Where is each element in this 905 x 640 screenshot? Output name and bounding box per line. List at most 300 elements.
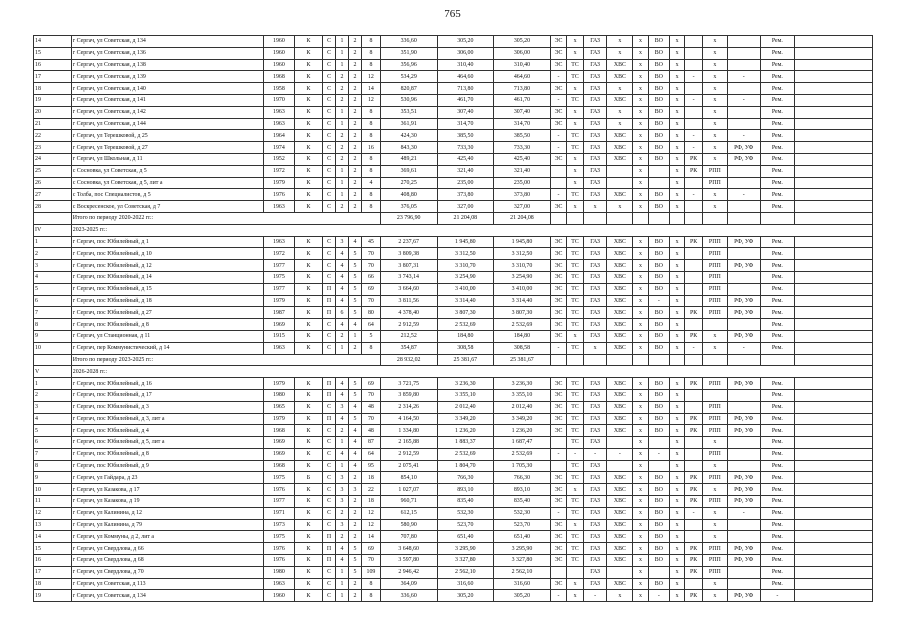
table-cell: 4	[336, 260, 349, 272]
table-cell: 1	[336, 460, 349, 472]
address-cell: г Сергач, пос Юбилейный, д 18	[71, 295, 263, 307]
table-cell: ГАЗ	[583, 165, 607, 177]
table-cell: С	[323, 236, 336, 248]
table-cell	[567, 566, 584, 578]
table-cell: х	[702, 201, 727, 213]
table-cell: 530,96	[380, 94, 437, 106]
table-cell: 1 883,37	[437, 437, 494, 449]
table-cell: х	[633, 543, 648, 555]
table-cell: РК	[685, 165, 703, 177]
table-row	[34, 578, 873, 590]
table-cell: 369,61	[380, 165, 437, 177]
table-cell: 3 743,14	[380, 271, 437, 283]
table-cell: 461,70	[494, 94, 551, 106]
table-cell	[685, 519, 703, 531]
table-cell: ХВС	[607, 555, 633, 567]
address-cell: г Сергач, ул Советская, д 113	[71, 578, 263, 590]
table-cell	[685, 118, 703, 130]
address-cell: с Воскресенское, ул Советская, д 7	[71, 201, 263, 213]
table-cell: 3 809,38	[380, 248, 437, 260]
table-cell: ВО	[648, 283, 669, 295]
table-cell: 1969	[264, 437, 295, 449]
table-cell	[685, 295, 703, 307]
table-cell: Рем.	[760, 118, 794, 130]
table-cell: РК	[685, 590, 703, 602]
table-cell: К	[294, 236, 322, 248]
table-cell: 70	[361, 260, 380, 272]
table-cell: Рем.	[760, 472, 794, 484]
table-cell: х	[702, 507, 727, 519]
table-cell: 1975	[264, 271, 295, 283]
table-cell: 2	[349, 94, 362, 106]
table-cell: ХВС	[607, 330, 633, 342]
table-cell: ВО	[648, 271, 669, 283]
table-cell: х	[567, 83, 584, 95]
address-cell: г Сергач, ул Станционная, д 11	[71, 330, 263, 342]
table-cell: ЭС	[550, 531, 567, 543]
table-cell: ГАЗ	[583, 401, 607, 413]
table-cell: ВО	[648, 201, 669, 213]
table-cell: -	[685, 342, 703, 354]
table-cell: РФ, УФ	[727, 260, 760, 272]
table-cell: 1	[336, 437, 349, 449]
table-cell: 14	[361, 531, 380, 543]
table-cell: ХВС	[607, 413, 633, 425]
table-cell: 1972	[264, 165, 295, 177]
table-cell: ЭС	[550, 496, 567, 508]
table-cell: 1	[336, 590, 349, 602]
table-cell: Рем.	[760, 295, 794, 307]
table-cell: 14	[34, 531, 72, 543]
table-cell	[685, 83, 703, 95]
table-cell: Рем.	[760, 389, 794, 401]
table-cell: 306,00	[437, 47, 494, 59]
table-cell	[685, 59, 703, 71]
table-cell: 2 562,10	[437, 566, 494, 578]
table-cell: ЭС	[550, 401, 567, 413]
table-row	[34, 47, 873, 59]
table-cell: ВО	[648, 507, 669, 519]
table-cell	[685, 36, 703, 48]
table-cell	[727, 118, 760, 130]
table-cell: Рем.	[760, 236, 794, 248]
table-row	[34, 543, 873, 555]
table-cell: К	[294, 590, 322, 602]
table-cell: х	[633, 555, 648, 567]
table-cell: ВО	[648, 555, 669, 567]
table-cell: ТС	[567, 437, 584, 449]
table-cell	[685, 531, 703, 543]
table-cell: 766,30	[494, 472, 551, 484]
table-cell: 3 254,90	[494, 271, 551, 283]
table-cell: К	[294, 460, 322, 472]
table-cell: Рем.	[760, 555, 794, 567]
table-cell: ВО	[648, 142, 669, 154]
table-cell: С	[323, 177, 336, 189]
table-cell: 6	[34, 437, 72, 449]
table-cell: 5	[349, 271, 362, 283]
table-cell: С	[323, 130, 336, 142]
table-cell: х	[669, 413, 684, 425]
table-cell: -	[760, 590, 794, 602]
table-cell: П	[323, 295, 336, 307]
table-cell: 12	[34, 507, 72, 519]
empty-cell	[794, 106, 872, 118]
table-cell: 3	[336, 401, 349, 413]
table-cell: 2	[349, 189, 362, 201]
table-cell: х	[702, 71, 727, 83]
table-cell: ТС	[567, 507, 584, 519]
address-cell: г Сергач, ул Советская, д 138	[71, 59, 263, 71]
table-cell: ХВС	[607, 236, 633, 248]
table-row	[34, 566, 873, 578]
table-cell: -	[727, 71, 760, 83]
table-row	[34, 555, 873, 567]
table-cell: РК	[685, 425, 703, 437]
table-cell: х	[607, 118, 633, 130]
table-cell: 3 312,50	[494, 248, 551, 260]
table-row	[34, 71, 873, 83]
table-cell: ВО	[648, 578, 669, 590]
table-cell: РК	[685, 472, 703, 484]
empty-cell	[794, 47, 872, 59]
empty-cell	[794, 330, 872, 342]
table-cell: ВО	[648, 531, 669, 543]
table-row	[34, 448, 873, 460]
table-cell: х	[567, 106, 584, 118]
table-cell: 305,20	[437, 36, 494, 48]
table-cell: х	[567, 118, 584, 130]
table-cell: ЭС	[550, 378, 567, 390]
table-cell: 2	[336, 130, 349, 142]
table-row	[34, 342, 873, 354]
table-cell: х	[633, 307, 648, 319]
table-cell: С	[323, 460, 336, 472]
address-cell: с Сосновка, ул Советская, д 5	[71, 165, 263, 177]
table-cell: 713,80	[494, 83, 551, 95]
table-cell: ВО	[648, 307, 669, 319]
table-cell: ТС	[567, 236, 584, 248]
table-cell	[727, 177, 760, 189]
table-cell: -	[648, 448, 669, 460]
empty-cell	[794, 389, 872, 401]
table-cell: 1960	[264, 590, 295, 602]
table-cell: 3 254,90	[437, 271, 494, 283]
table-cell: 2	[349, 36, 362, 48]
table-cell: 10	[34, 342, 72, 354]
table-cell: -	[550, 94, 567, 106]
table-cell: ЭС	[550, 83, 567, 95]
table-cell: Рем.	[760, 578, 794, 590]
table-cell: 1963	[264, 106, 295, 118]
table-cell: 109	[361, 566, 380, 578]
table-cell: 3 349,20	[437, 413, 494, 425]
table-cell: РФ, УФ	[727, 295, 760, 307]
table-cell: 64	[361, 319, 380, 331]
table-cell: 70	[361, 295, 380, 307]
table-cell: ГАЗ	[583, 260, 607, 272]
table-cell: 3 236,30	[437, 378, 494, 390]
table-cell: ГАЗ	[583, 47, 607, 59]
table-cell: 1979	[264, 413, 295, 425]
table-cell: К	[294, 71, 322, 83]
address-cell: г Сергач, пос Юбилейный, д 4	[71, 425, 263, 437]
table-cell: 3	[336, 484, 349, 496]
table-cell: 1977	[264, 283, 295, 295]
table-cell: х	[633, 496, 648, 508]
subtotal-row	[34, 354, 873, 366]
empty-cell	[550, 212, 567, 224]
table-cell: ВО	[648, 71, 669, 83]
table-cell: ВО	[648, 389, 669, 401]
table-cell: х	[633, 519, 648, 531]
table-cell: К	[294, 130, 322, 142]
table-cell: 1963	[264, 118, 295, 130]
table-cell: 373,80	[437, 189, 494, 201]
table-cell: ЭС	[550, 519, 567, 531]
table-cell: х	[669, 590, 684, 602]
table-cell: К	[294, 413, 322, 425]
table-cell: х	[669, 59, 684, 71]
table-cell: 66	[361, 271, 380, 283]
table-cell: ТС	[567, 130, 584, 142]
table-cell: 212,52	[380, 330, 437, 342]
empty-cell	[794, 295, 872, 307]
empty-cell	[669, 212, 684, 224]
table-cell: ГАЗ	[583, 378, 607, 390]
address-cell: г Сергач, пос Юбилейный, д 16	[71, 378, 263, 390]
table-cell: х	[702, 437, 727, 449]
table-cell: 361,91	[380, 118, 437, 130]
table-cell: ХВС	[607, 507, 633, 519]
table-cell: х	[669, 94, 684, 106]
table-cell	[550, 460, 567, 472]
table-cell: 14	[361, 83, 380, 95]
address-cell: г Сергач, ул Казакова, д 19	[71, 496, 263, 508]
table-cell: 3 327,80	[437, 555, 494, 567]
table-body	[34, 36, 873, 602]
table-cell: ГАЗ	[583, 496, 607, 508]
table-cell: РПП	[702, 283, 727, 295]
table-cell	[727, 283, 760, 295]
table-cell: ХВС	[607, 130, 633, 142]
table-cell: 1	[336, 578, 349, 590]
table-row	[34, 142, 873, 154]
table-cell	[685, 448, 703, 460]
empty-cell	[794, 36, 872, 48]
empty-cell	[727, 354, 760, 366]
table-cell: 351,90	[380, 47, 437, 59]
empty-cell	[794, 543, 872, 555]
table-cell: К	[294, 142, 322, 154]
table-cell: 3 859,80	[380, 389, 437, 401]
table-cell: ГАЗ	[583, 118, 607, 130]
subtotal-value: 28 932,02	[380, 354, 437, 366]
table-cell: 1977	[264, 496, 295, 508]
table-cell	[727, 578, 760, 590]
table-cell: ТС	[567, 401, 584, 413]
empty-cell	[702, 212, 727, 224]
table-row	[34, 484, 873, 496]
table-row	[34, 283, 873, 295]
table-cell: 1 945,80	[437, 236, 494, 248]
table-cell: ТС	[567, 260, 584, 272]
table-cell: 425,40	[437, 153, 494, 165]
table-cell	[685, 460, 703, 472]
table-cell: 2 532,69	[494, 319, 551, 331]
table-cell: х	[583, 342, 607, 354]
table-cell	[685, 401, 703, 413]
table-cell: РК	[685, 378, 703, 390]
table-cell: 5	[349, 543, 362, 555]
table-cell: РФ, УФ	[727, 543, 760, 555]
table-cell: К	[294, 165, 322, 177]
table-cell: 8	[361, 47, 380, 59]
table-cell: х	[607, 590, 633, 602]
table-cell: РПП	[702, 165, 727, 177]
empty-cell	[794, 59, 872, 71]
table-cell: 2	[336, 507, 349, 519]
table-cell: Рем.	[760, 36, 794, 48]
table-cell: РПП	[702, 425, 727, 437]
table-cell: 2	[349, 578, 362, 590]
table-cell: ГАЗ	[583, 307, 607, 319]
empty-cell	[633, 212, 648, 224]
table-cell: 25	[34, 165, 72, 177]
table-cell: х	[607, 201, 633, 213]
table-cell: К	[294, 378, 322, 390]
table-cell: ТС	[567, 342, 584, 354]
table-cell: С	[323, 590, 336, 602]
table-cell: К	[294, 118, 322, 130]
table-cell: ГАЗ	[583, 389, 607, 401]
table-cell: ЭС	[550, 153, 567, 165]
table-cell: 4	[349, 236, 362, 248]
table-cell: -	[583, 590, 607, 602]
table-cell: ХВС	[607, 531, 633, 543]
table-cell: ТС	[567, 307, 584, 319]
table-cell: ВО	[648, 543, 669, 555]
table-cell	[727, 401, 760, 413]
table-cell: 1973	[264, 519, 295, 531]
table-cell: РК	[685, 236, 703, 248]
empty-cell	[583, 354, 607, 366]
table-cell: РК	[685, 566, 703, 578]
table-cell: Рем.	[760, 460, 794, 472]
table-cell: ЭС	[550, 472, 567, 484]
table-cell: ВО	[648, 519, 669, 531]
table-cell: 2	[349, 201, 362, 213]
table-cell: 12	[361, 507, 380, 519]
table-cell: 3 355,10	[494, 389, 551, 401]
table-cell: х	[669, 236, 684, 248]
table-cell: РК	[685, 484, 703, 496]
table-cell: х	[669, 378, 684, 390]
table-row	[34, 319, 873, 331]
table-row	[34, 36, 873, 48]
table-cell: ЭС	[550, 319, 567, 331]
table-cell: -	[550, 71, 567, 83]
table-cell	[685, 201, 703, 213]
table-cell: К	[294, 531, 322, 543]
table-cell: 4	[34, 271, 72, 283]
table-cell: 8	[361, 342, 380, 354]
table-cell: С	[323, 71, 336, 83]
table-cell: П	[323, 307, 336, 319]
table-cell: 3 807,30	[437, 307, 494, 319]
table-cell: 1976	[264, 543, 295, 555]
table-cell: К	[294, 295, 322, 307]
table-cell: 612,15	[380, 507, 437, 519]
table-cell: ХВС	[607, 295, 633, 307]
table-cell: 2	[349, 507, 362, 519]
table-cell: 1975	[264, 472, 295, 484]
table-cell: 1970	[264, 94, 295, 106]
table-cell: 1976	[264, 189, 295, 201]
table-cell: 373,80	[494, 189, 551, 201]
table-cell: 5	[34, 283, 72, 295]
table-cell: 314,70	[437, 118, 494, 130]
table-cell: ГАЗ	[583, 283, 607, 295]
table-cell: 305,20	[437, 590, 494, 602]
table-cell: ВО	[648, 425, 669, 437]
table-cell: 4	[349, 448, 362, 460]
table-cell: 69	[361, 378, 380, 390]
table-cell: 651,40	[494, 531, 551, 543]
table-cell: Рем.	[760, 248, 794, 260]
address-cell: г Сергач, ул Советская, д 142	[71, 106, 263, 118]
address-cell: г Сергач, пос Юбилейный, д 17	[71, 389, 263, 401]
empty-cell	[607, 212, 633, 224]
table-cell: х	[669, 555, 684, 567]
empty-cell	[794, 590, 872, 602]
table-cell: ЭС	[550, 59, 567, 71]
table-cell: РПП	[702, 260, 727, 272]
table-cell: 16	[34, 59, 72, 71]
table-cell: 1963	[264, 342, 295, 354]
table-cell: 5	[349, 389, 362, 401]
address-cell: г Сергач, ул Терешковой, д 25	[71, 130, 263, 142]
table-cell: РФ, УФ	[727, 555, 760, 567]
table-cell: х	[633, 248, 648, 260]
table-cell: 1969	[264, 319, 295, 331]
table-cell: 184,80	[437, 330, 494, 342]
table-cell: ГАЗ	[583, 106, 607, 118]
table-cell: 21	[34, 118, 72, 130]
table-cell: 14	[34, 36, 72, 48]
table-cell	[727, 59, 760, 71]
table-cell: РФ, УФ	[727, 413, 760, 425]
table-cell: 1964	[264, 130, 295, 142]
empty-cell	[794, 71, 872, 83]
table-cell: Рем.	[760, 165, 794, 177]
table-cell: 1	[336, 106, 349, 118]
empty-cell	[685, 212, 703, 224]
table-cell: ГАЗ	[583, 555, 607, 567]
table-cell: К	[294, 83, 322, 95]
table-cell: 235,00	[494, 177, 551, 189]
table-cell: х	[633, 106, 648, 118]
table-cell: х	[567, 153, 584, 165]
empty-cell	[794, 378, 872, 390]
table-cell: 23	[34, 142, 72, 154]
table-cell: РПП	[702, 401, 727, 413]
table-cell: х	[702, 578, 727, 590]
table-cell: 8	[361, 201, 380, 213]
table-cell: Рем.	[760, 330, 794, 342]
table-cell: 306,00	[494, 47, 551, 59]
table-cell: 376,05	[380, 201, 437, 213]
